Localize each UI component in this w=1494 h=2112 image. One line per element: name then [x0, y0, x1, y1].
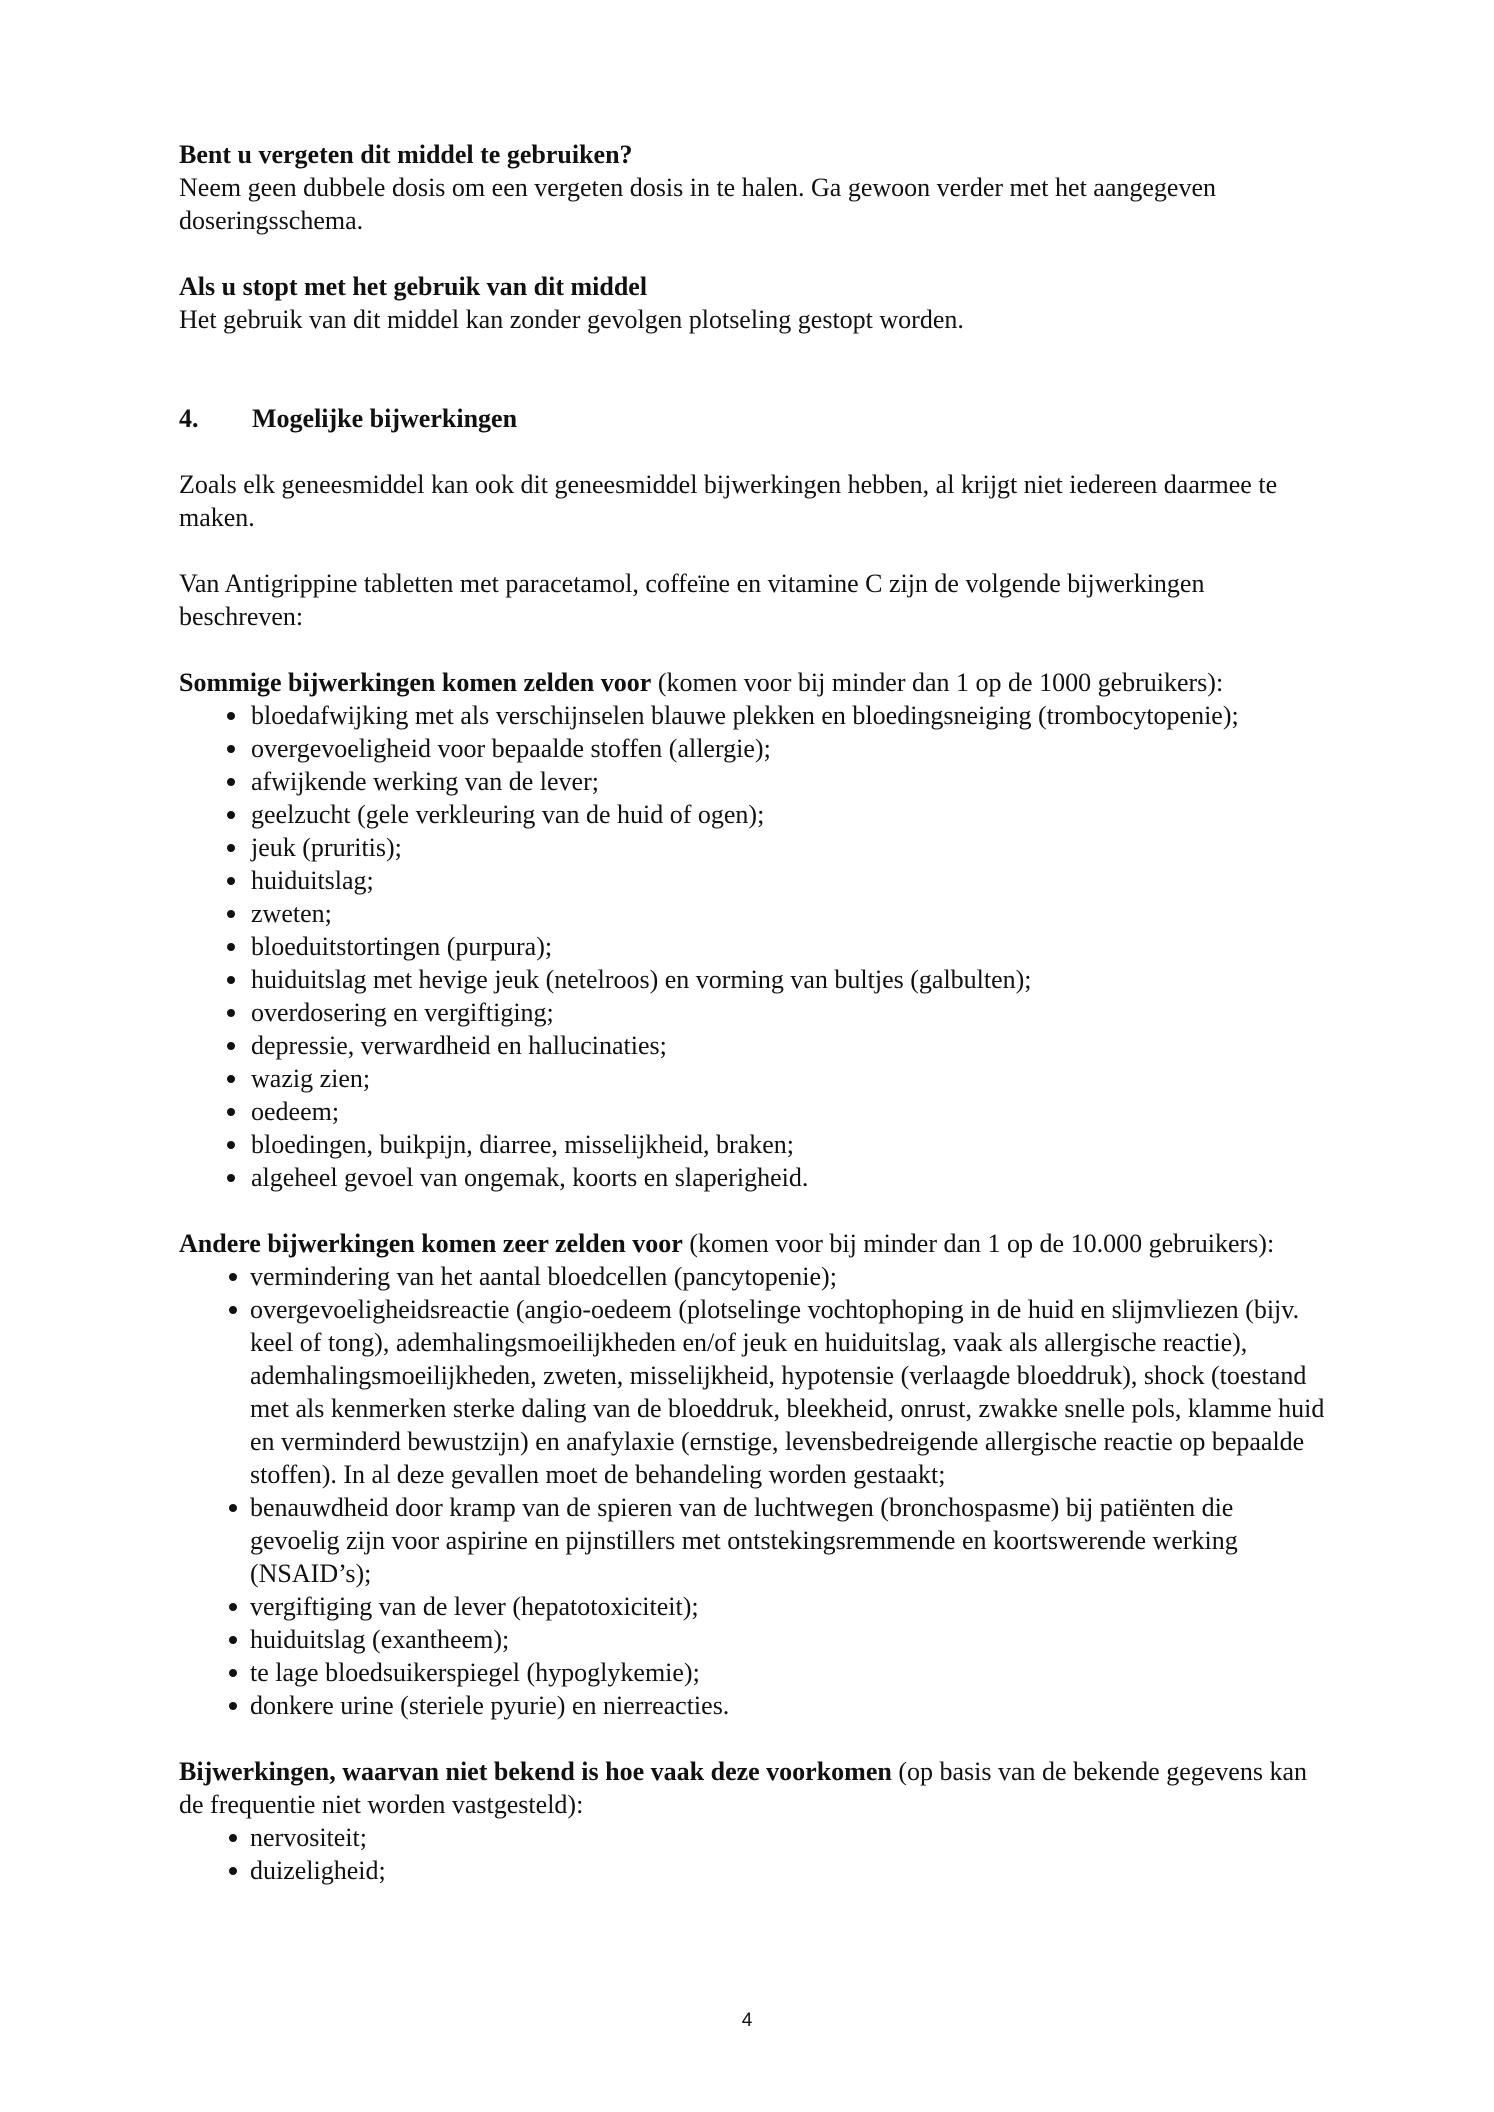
- list-item: huiduitslag;: [179, 864, 1329, 897]
- very-rare-list: [179, 1260, 1329, 1722]
- page-content: [179, 138, 1329, 1887]
- list-item: geelzucht (gele verkleuring van de huid of ogen);: [179, 798, 1329, 831]
- list-item: bloeduitstortingen (purpura);: [179, 930, 1329, 963]
- list-item: nervositeit;: [179, 1821, 1329, 1854]
- section-title: Mogelijke bijwerkingen: [252, 404, 518, 433]
- forgot-text: Neem geen dubbele dosis om een vergeten dosis in te halen. Ga gewoon verder met het aangegeven doseringsschema.: [179, 173, 1216, 235]
- page-number: 4: [741, 2010, 753, 2031]
- list-item: donkere urine (steriele pyurie) en nierreacties.: [179, 1689, 1329, 1722]
- rare-lead: [179, 666, 1329, 699]
- very-rare-lead-bold: Andere bijwerkingen komen zeer zelden voor: [179, 1229, 683, 1258]
- list-item: overdosering en vergiftiging;: [179, 996, 1329, 1029]
- rare-lead-bold: Sommige bijwerkingen komen zelden voor: [179, 668, 652, 697]
- list-item: overgevoeligheid voor bepaalde stoffen (allergie);: [179, 732, 1329, 765]
- list-item: wazig zien;: [179, 1062, 1329, 1095]
- list-item: zweten;: [179, 897, 1329, 930]
- list-item: duizeligheid;: [179, 1854, 1329, 1887]
- list-item: huiduitslag (exantheem);: [179, 1623, 1329, 1656]
- section-described: Van Antigrippine tabletten met paracetamol, coffeïne en vitamine C zijn de volgende bijwerkingen beschreven:: [179, 569, 1205, 631]
- unknown-lead: [179, 1755, 1329, 1821]
- list-item: depressie, verwardheid en hallucinaties;: [179, 1029, 1329, 1062]
- list-item: jeuk (pruritis);: [179, 831, 1329, 864]
- rare-list: [179, 699, 1329, 1194]
- list-item: benauwdheid door kramp van de spieren van de luchtwegen (bronchospasme) bij patiënten die gevoelig zijn voor aspirine en pijnstillers met ontstekingsremmende en koortswerende werking (NSAID’s);: [179, 1491, 1329, 1590]
- section-intro: Zoals elk geneesmiddel kan ook dit geneesmiddel bijwerkingen hebben, al krijgt niet iedereen daarmee te maken.: [179, 470, 1278, 532]
- list-item: te lage bloedsuikerspiegel (hypoglykemie);: [179, 1656, 1329, 1689]
- forgot-heading: Bent u vergeten dit middel te gebruiken?: [179, 140, 633, 169]
- list-item: vermindering van het aantal bloedcellen (pancytopenie);: [179, 1260, 1329, 1293]
- section-number: 4.: [179, 404, 199, 433]
- list-item: afwijkende werking van de lever;: [179, 765, 1329, 798]
- list-item: algeheel gevoel van ongemak, koorts en slaperigheid.: [179, 1161, 1329, 1194]
- section-heading: [179, 402, 1329, 435]
- list-item: vergiftiging van de lever (hepatotoxiciteit);: [179, 1590, 1329, 1623]
- unknown-list: [179, 1821, 1329, 1887]
- list-item: huiduitslag met hevige jeuk (netelroos) en vorming van bultjes (galbulten);: [179, 963, 1329, 996]
- list-item: bloedafwijking met als verschijnselen blauwe plekken en bloedingsneiging (trombocytopenie);: [179, 699, 1329, 732]
- stop-heading: Als u stopt met het gebruik van dit middel: [179, 272, 648, 301]
- unknown-lead-bold: Bijwerkingen, waarvan niet bekend is hoe vaak deze voorkomen: [179, 1757, 892, 1786]
- very-rare-lead-rest: (komen voor bij minder dan 1 op de 10.000 gebruikers):: [682, 1229, 1275, 1258]
- very-rare-lead: [179, 1227, 1329, 1260]
- list-item: oedeem;: [179, 1095, 1329, 1128]
- rare-lead-rest: (komen voor bij minder dan 1 op de 1000 gebruikers):: [651, 668, 1224, 697]
- stop-text: Het gebruik van dit middel kan zonder gevolgen plotseling gestopt worden.: [179, 305, 964, 334]
- unknown-lead-rest: (op basis van de bekende gegevens kan de frequentie niet worden vastgesteld):: [179, 1757, 1307, 1819]
- list-item: overgevoeligheidsreactie (angio-oedeem (plotselinge vochtophoping in de huid en slijmvliezen (bijv. keel of tong), ademhalingsmoeilijkheden en/of jeuk en huiduitslag, vaak als allergische reactie), ademhalingsmoeilijkheden, zweten, misselijkheid, hypotensie (verlaagde bloeddruk), shock (toestand met als kenmerken sterke daling van de bloeddruk, bleekheid, onrust, zwakke snelle pols, klamme huid en verminderd bewustzijn) en anafylaxie (ernstige, levensbedreigende allergische reactie op bepaalde stoffen). In al deze gevallen moet de behandeling worden gestaakt;: [179, 1293, 1329, 1491]
- list-item: bloedingen, buikpijn, diarree, misselijkheid, braken;: [179, 1128, 1329, 1161]
